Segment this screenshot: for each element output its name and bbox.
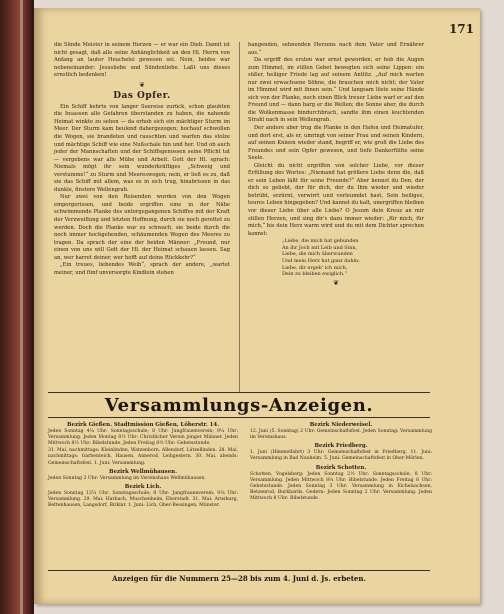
- meeting-heading: Bezirk Lich.: [124, 483, 162, 490]
- paragraph: bangenden, sehnenden Herzens nach dem Vater und Ernährer aus.“: [248, 42, 424, 56]
- ornament-icon: ❦: [139, 80, 145, 89]
- meeting-text: 1. Juni (Himmelfahrt) 3 Uhr: Gemeinschaftsfest in Friedberg. 11. Juni: Versammlung in Bad Nauheim. 5. Juni: Gemeinschaftsfest in Ober-Mörlen.: [250, 450, 432, 462]
- column-divider: [239, 42, 240, 392]
- paragraph: Ein Schiff kehrte von langer Seereise zurück, schon glaubten die Insassen alle Gefahren überstanden zu haben, die nahende Heimat winkte zu sehen — da erhob sich ein mächtiger Sturm im Meer. Der Sturm kam heulend dahergezogen; hochauf schwollen die Wogen, sie brandeten und rauschten und warfen das stolze und mächtige Schiff wie eine Nußschale hin und her. Und ob auch jeder der Mannschaften und der Schiffsgenossen seine Pflicht tat — vergebens war alle Mühe und Arbeit. Gott der Hl. sprach: Niemals mögt ihr sein wunderkräftiges „Schweig und verstumme!“ zu Sturm und Meereswogen; nein, er ließ es zu, daß sie das Schiff mit allem, was es in sich trug, hinabrissen in das dunkle, finstere Wellengrab.: [54, 103, 230, 193]
- meetings-left-column: [48, 420, 238, 510]
- verse-line: An ihr Joch mit Leib und Sinn,: [282, 244, 358, 251]
- paragraph: Gleicht du nicht ergriffen von solcher Liebe, vor dieser Erfüllung des Wortes: „Niemand hat größere Liebe denn die, daß er sein Leben läßt für seine Freunde?“ Aber kennst du Den, der dich so geliebt, der für dich, der du Ihm wieder und wieder betrübt, erzürnt, verwirrt und verleumdet hast, Sein heiliges, teures Leben hingegeben? Und kannst du kalt, unergriffen bleiben vor dieser Liebe über alle Liebe? O Jesum dein Kreuz an mir stillen Herzen, und sing dir's dazu immer wieder: „für mich, für mich,“ bis dein Herz warm wird und du mit dem Dichter sprechen kannst:: [248, 162, 424, 237]
- banner-title: Versammlungs-Anzeigen.: [104, 395, 374, 416]
- left-column: [54, 42, 230, 277]
- banner-bottom-rule: [48, 417, 430, 418]
- ornament-icon: ❦: [333, 278, 339, 287]
- poem-verse: [282, 238, 424, 278]
- meeting-heading: Bezirk Schotten.: [315, 464, 367, 471]
- verse-line: Liebe, dir ergeb' ich mich,: [282, 264, 348, 271]
- meeting-text: 31. Mai, nachmittags: Kleinlinden, Watzenborn, Allendorf, Lützellinden. 28. Mai, nachmittags: Garbenteich, Hausen, Annerod, Leihgestern. 30. Mai, abends: Gemeinschaftsfest. 1. Juni: Versammlung.: [48, 448, 238, 466]
- binding-edge: [20, 0, 23, 614]
- meeting-text: Jeden Sonntag 4¼ Uhr: Sonntagsschule; 8 Uhr: Jungfrauenverein; 9¼ Uhr: Versammlung. Jeden Montag 8½ Uhr: Christlicher Verein junger Männer. Jeden Mittwoch 8½ Uhr: Bibelstunde. Jeden Freitag 8½ Uhr: Gebetsstunde.: [48, 429, 238, 447]
- verse-line: Liebe, die mich überwunden: [282, 251, 353, 258]
- meeting-text: Jeden Sonntag 12¼ Uhr: Sonntagsschule; 8 Uhr: Jungfrauenverein; 9¼ Uhr: Versammlung. 29. Mai: Harbach, Muschenheim, Eberstadt. 31. Mai: Arnsburg, Bettenhausen, Langsdorf, Birklar. 1. Juni: Lich, Ober-Bessingen, Münster.: [48, 490, 238, 509]
- verse-line: „Liebe, die mich hat gebunden: [282, 238, 359, 245]
- intro-paragraph: die Sünde Meister in seinem Herzen — er war ein Dieb. Damit ist nicht gesagt, daß alle seine Anhänglichkeit an den Hl. Herrn von Anfang an lauter Heuchelei gewesen sei. Nein, beides war nebeneinander: Jesusliebe und Sündenliebe. Laßt uns dieses ernstlich bedenken!: [54, 42, 230, 79]
- paragraph: Da ergriff des ersten war ernst geworden; er hob die Augen zum Himmel, im stillen Gebet bewegten sich seine Lippen: ein süßer, heiliger Friede lag auf seinem Antlitz. „Auf mich warten nur zwei erwachsene Söhne, die brauchen mich nicht; der Vater im Himmel wird mit ihnen sein.“ Und langsam löste seine Hände sich von der Planke, noch einen Blick treuer Liebe warf er auf den Freund und — dann barg er die Wellen; die Sonne aber, die durch die Wolkenmasse hindurchbrach, sandte ihm einen leuchtenden Strahl nach in sein Wellengrab.: [248, 57, 424, 124]
- meeting-heading: Bezirk Wellmühausen.: [109, 468, 177, 475]
- paragraph: „Ein treues, liebendes Weib“, sprach der andere, „wartet meiner, und fünf unversorgte Kindlein stehen: [54, 262, 230, 276]
- deadline-notice: Anzeigen für die Nummern 25—28 bis zum 4. Juni d. Js. erbeten.: [112, 574, 366, 583]
- paragraph: Der andere aber trug die Planke in den Hafen und Heimatufer, und dort erst, als er, umringt von seiner Frau und seinen Kindern, auf seinen Knieen wieder stand, begriff er, wie groß die Liebe des Freundes und sein Opfer gewesen, und tiefe Dankerfüllte seine Seele.: [248, 125, 424, 162]
- banner-top-rule: [48, 392, 430, 393]
- verse-line: Und mein Herz hat ganz dahin;: [282, 258, 360, 264]
- book-binding: [0, 0, 34, 614]
- notice-rule: [48, 570, 430, 571]
- meeting-heading: Bezirk Gießen. Stadtmission Gießen, Löberstr. 14.: [67, 422, 219, 428]
- meeting-heading: Bezirk Niederweisel.: [309, 422, 373, 428]
- meeting-text: Jeden Sonntag 2 Uhr: Versammlung im Vereinshaus Wellmühausen.: [48, 475, 206, 481]
- section-title: Das Opfer.: [113, 91, 171, 102]
- page-number: 171: [448, 22, 474, 36]
- meeting-text: Schotten, Vogelsberg: Jeden Sonntag 2½ Uhr: Sonntagsschule; 8 Uhr: Versammlung. Jeden Mittwoch 8¼ Uhr: Bibelstunde. Jeden Freitag 8 Uhr: Gebetsstunde. Jeden Sonntag 3 Uhr: Versammlung in Eichelsachsen, Betzenrod, Burkhards. Gedern: Jeden Sonntag 2 Uhr: Versammlung. Jeden Mittwoch 8 Uhr: Bibelstunde.: [250, 471, 432, 502]
- meeting-text: 12. Juni (5. Sonntag) 2 Uhr: Gemeinschaftsfest. Jeden Sonntag: Versammlung im Vereinshaus.: [250, 429, 432, 441]
- meeting-heading: Bezirk Friedberg.: [314, 443, 368, 450]
- verse-line: Dein zu bleiben ewiglich.“: [282, 271, 348, 278]
- right-column: [248, 42, 424, 289]
- paragraph: Nur zwei von den Reisenden wurden von den Wogen emporgerissen, und beide ergriffen eine in der Nähe schwimmende Planke des untergegangenen Schiffes mit der Kraft der Verzweiflung und letzten Hoffnung, durch sie noch gerettet zu werden. Doch die Planke war zu schwach, sie beide durch die noch immer hochgehenden, schäumenden Wogen des Meeres zu tragen. Da sprach der eine der beiden Männer: „Freund, nur einen von uns will Gott der Hl. der Heimat schauen lassen. Sag an, wer harret deiner, wer hofft auf deine Rückkehr?“: [54, 194, 230, 261]
- meetings-right-column: [250, 420, 432, 503]
